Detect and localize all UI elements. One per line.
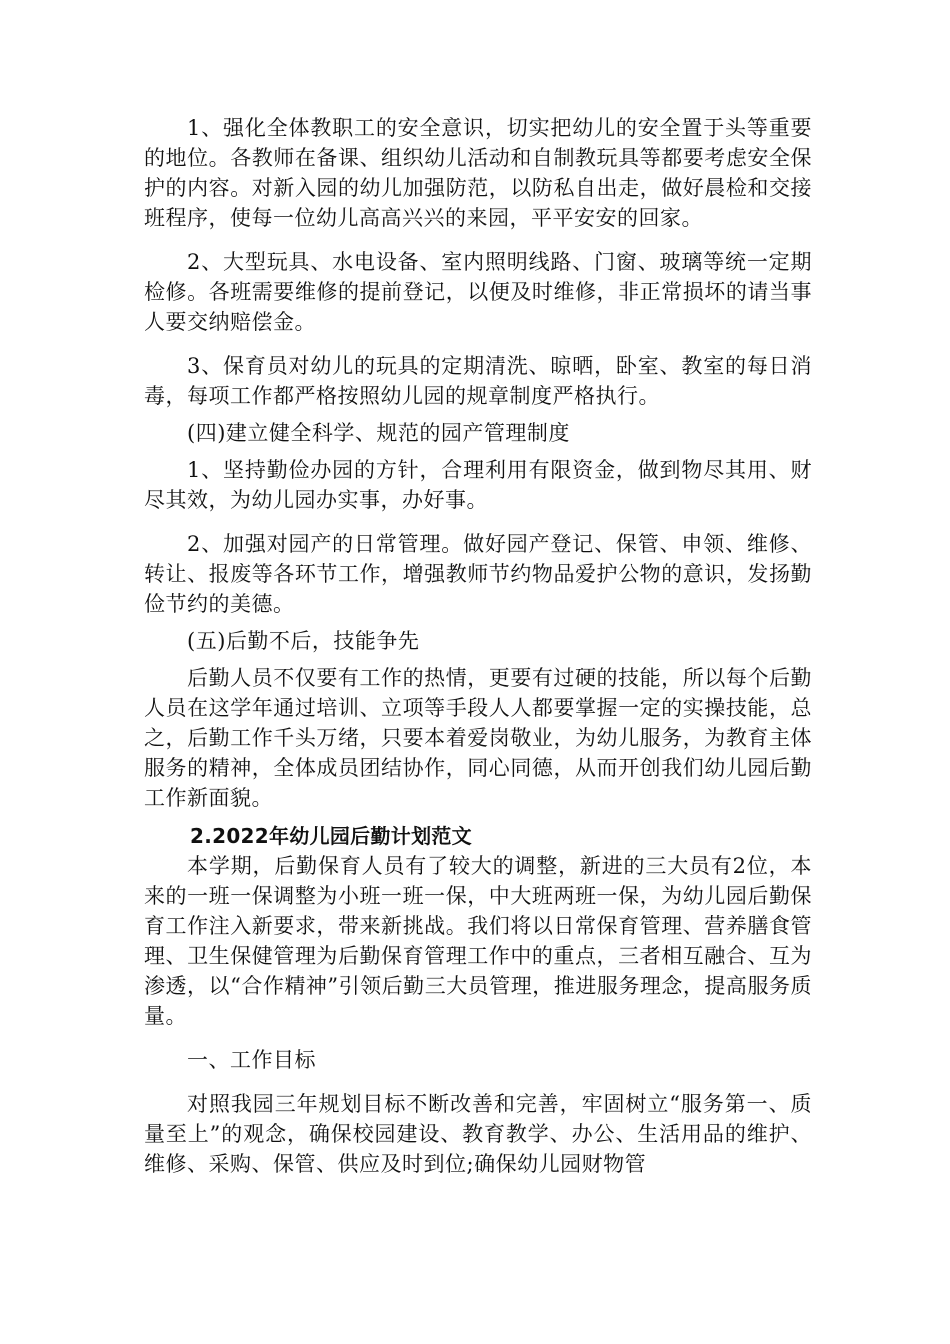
paragraph-daily-asset-management: 2、加强对园产的日常管理。做好园产登记、保管、申领、维修、转让、报废等各环节工作，增强教师节约物品爱护公物的意识，发扬勤俭节约的美德。 [144,532,812,616]
document-body [144,113,812,1179]
paragraph-equipment-maintenance: 2、大型玩具、水电设备、室内照明线路、门窗、玻璃等统一定期检修。各班需要维修的提前登记，以便及时维修，非正常损坏的请当事人要交纳赔偿金。 [144,250,812,334]
paragraph-logistics-skills: 后勤人员不仅要有工作的热情，更要有过硬的技能，所以每个后勤人员在这学年通过培训、立项等手段人人都要掌握一定的实操技能，总之，后勤工作千头万绪，只要本着爱岗敬业，为幼儿服务，为教育主体服务的精神，全体成员团结协作，同心同德，从而开创我们幼儿园后勤工作新面貌。 [144,666,812,810]
paragraph-frugal-operation: 1、坚持勤俭办园的方针，合理利用有限资金，做到物尽其用、财尽其效，为幼儿园办实事，办好事。 [144,458,812,512]
paragraph-semester-overview: 本学期，后勤保育人员有了较大的调整，新进的三大员有2位，本来的一班一保调整为小班一班一保，中大班两班一保，为幼儿园后勤保育工作注入新要求，带来新挑战。我们将以日常保育管理、营养膳食管理、卫生保健管理为后勤保育管理工作中的重点，三者相互融合、互为渗透，以“合作精神”引领后勤三大员管理，推进服务理念，提高服务质量。 [144,854,812,1028]
paragraph-safety-awareness: 1、强化全体教职工的安全意识，切实把幼儿的安全置于头等重要的地位。各教师在备课、组织幼儿活动和自制教玩具等都要考虑安全保护的内容。对新入园的幼儿加强防范，以防私自出走，做好晨检和交接班程序，使每一位幼儿高高兴兴的来园，平平安安的回家。 [144,116,812,230]
subheading-work-goals: 一、工作目标 [187,1048,317,1072]
paragraph-goals-detail: 对照我园三年规划目标不断改善和完善，牢固树立“服务第一、质量至上”的观念，确保校园建设、教育教学、办公、生活用品的维护、维修、采购、保管、供应及时到位;确保幼儿园财物管 [144,1092,812,1176]
section-heading: 2.2022年幼儿园后勤计划范文 [190,824,472,848]
paragraph-cleaning-disinfection: 3、保育员对幼儿的玩具的定期清洗、晾晒，卧室、教室的每日消毒，每项工作都严格按照幼儿园的规章制度严格执行。 [144,354,812,408]
subheading-skills: (五)后勤不后，技能争先 [187,629,420,653]
subheading-asset-management: (四)建立健全科学、规范的园产管理制度 [187,421,570,445]
